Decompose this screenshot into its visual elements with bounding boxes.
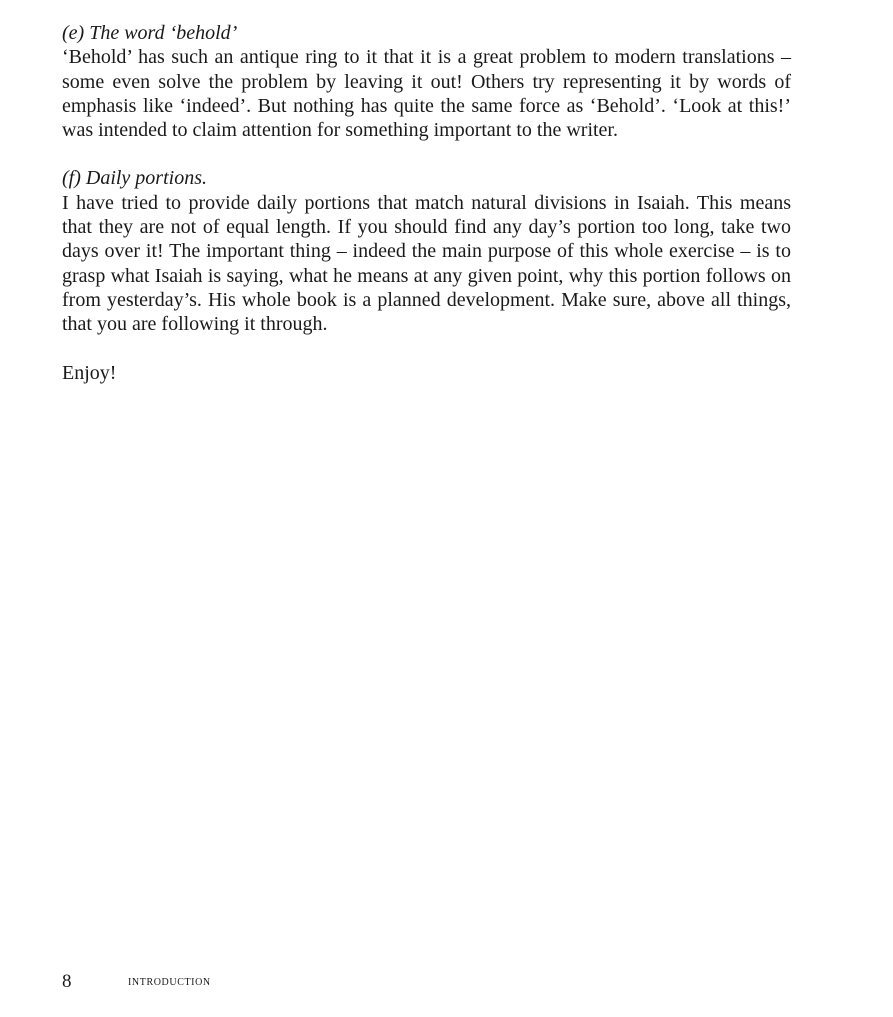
page-footer	[62, 970, 791, 994]
section-behold	[62, 21, 791, 142]
closing-line: Enjoy!	[62, 361, 117, 384]
section-daily-portions	[62, 166, 791, 336]
page-content	[62, 21, 791, 385]
section-heading: (f) Daily portions.	[62, 167, 207, 190]
page-number: 8	[62, 971, 72, 992]
running-head: introduction	[128, 974, 211, 989]
section-paragraph: ‘Behold’ has such an antique ring to it that it is a great problem to modern translations – some even solve the problem by leaving it out! Others try representing it by words of emphasis like ‘indeed’. But nothing has quite the same force as ‘Behold’. ‘Look at this!’ was intended to claim attention for something important to the writer.	[62, 46, 791, 142]
section-paragraph: I have tried to provide daily portions that match natural divisions in Isaiah. This means that they are not of equal length. If you should find any day’s portion too long, take two days over it! The important thing – indeed the main purpose of this whole exercise – is to grasp what Isaiah is saying, what he means at any given point, why this portion follows on from yesterday’s. His whole book is a planned development. Make sure, above all things, that you are following it through.	[62, 191, 791, 336]
section-heading: (e) The word ‘behold’	[62, 22, 238, 44]
